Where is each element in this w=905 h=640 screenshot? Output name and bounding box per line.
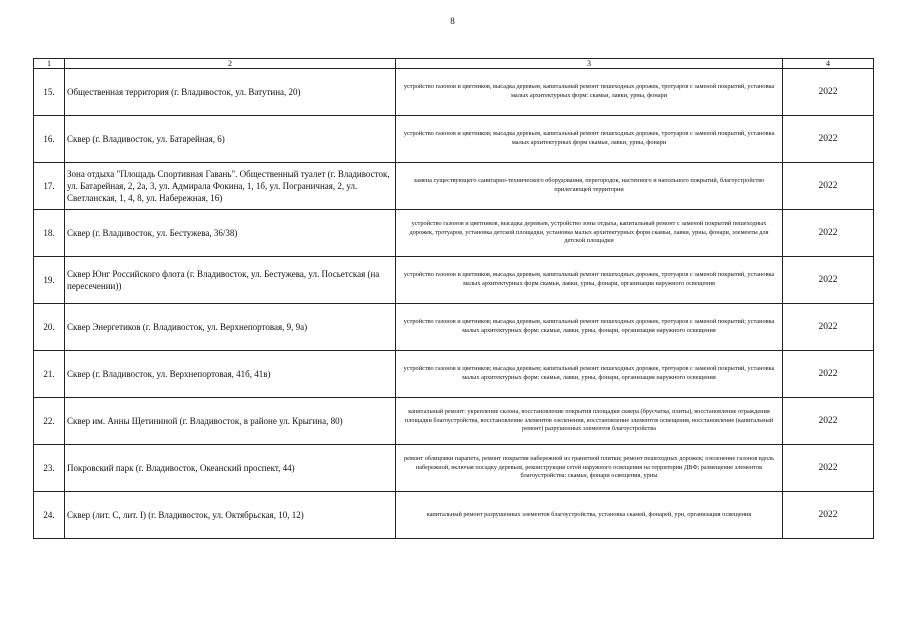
works-description: устройство газонов и цветников; высадка деревьев, капитальный ремонт пешеходных дорожек, тротуаров с заменой покрытий, установка малых архитектурных форм скамьи, лавки, урны, фонари [396,116,783,163]
works-description: капитальный ремонт разрушенных элементов благоустройства, установка скамей, фонарей, урн, организация освещения [396,492,783,539]
header-cell-4: 4 [783,59,874,69]
territory-name: Сквер (лит. С, лит. I) (г. Владивосток, ул. Октябрьская, 10, 12) [65,492,396,539]
page-number: 8 [450,16,455,26]
territory-name: Зона отдыха "Площадь Спортивная Гавань". Общественный туалет (г. Владивосток, ул. Батарейная, 2, 2а, 3, ул. Адмирала Фокина, 1, 1б, ул. Пограничная, 2, ул. Светланская, 1, 4, 8, ул. Набережная, 16) [65,163,396,210]
row-number: 20. [34,304,65,351]
table-header-row [34,59,874,69]
row-number: 22. [34,398,65,445]
works-description: замена существующего санитарно-технического оборудования, перегородок, настенного и напольного покрытий, благоустройство прилегающей территории [396,163,783,210]
year: 2022 [783,492,874,539]
row-number: 17. [34,163,65,210]
works-table [33,58,874,539]
territory-name: Сквер (г. Владивосток, ул. Бестужева, 36/38) [65,210,396,257]
table-row [34,116,874,163]
header-cell-3: 3 [396,59,783,69]
year: 2022 [783,351,874,398]
works-description: устройство газонов и цветников, высадка деревьев, капитальный ремонт пешеходных дорожек, тротуаров с заменой покрытий, установка малых архитектурных форм скамьи, лавки, урны, фонари, организация наружного освещения [396,257,783,304]
works-description: устройство газонов и цветников, высадка деревьев, устройство зоны отдыха, капитальный ремонт с заменой покрытий пешеходных дорожек, тротуаров, установка детской площадки, установка малых архитектурных форм скамьи, лавки, урны, фонари, элементы для детской площадки [396,210,783,257]
year: 2022 [783,257,874,304]
year: 2022 [783,304,874,351]
header-cell-2: 2 [65,59,396,69]
territory-name: Сквер им. Анны Щетининой (г. Владивосток, в районе ул. Крыгина, 80) [65,398,396,445]
territory-name: Сквер (г. Владивосток, ул. Верхнепортовая, 41б, 41в) [65,351,396,398]
row-number: 24. [34,492,65,539]
row-number: 16. [34,116,65,163]
territory-name: Сквер (г. Владивосток, ул. Батарейная, 6) [65,116,396,163]
row-number: 23. [34,445,65,492]
works-description: устройство газонов и цветников; высадка деревьев, капитальный ремонт пешеходных дорожек, тротуаров с заменой покрытий; установка малых архитектурных форм: скамьи, лавки, урны, фонари, организация наружного освещения [396,304,783,351]
table-row [34,304,874,351]
year: 2022 [783,445,874,492]
table-row [34,398,874,445]
row-number: 19. [34,257,65,304]
territory-name: Покровский парк (г. Владивосток, Океанский проспект, 44) [65,445,396,492]
year: 2022 [783,116,874,163]
year: 2022 [783,398,874,445]
year: 2022 [783,163,874,210]
table-row [34,492,874,539]
year: 2022 [783,210,874,257]
works-description: устройство газонов и цветников, высадка деревьев, капитальный ремонт пешеходных дорожек, тротуаров с заменой покрытий, установка малых архитектурных форм: скамьи, лавки, урны, фонари [396,69,783,116]
table-row [34,351,874,398]
territory-name: Общественная территория (г. Владивосток, ул. Ватутина, 20) [65,69,396,116]
table-row [34,69,874,116]
territory-name: Сквер Юнг Российского флота (г. Владивосток, ул. Бестужева, ул. Посьетская (на пересечении)) [65,257,396,304]
header-cell-1: 1 [34,59,65,69]
row-number: 15. [34,69,65,116]
table-row [34,257,874,304]
works-description: ремонт облицовки парапета, ремонт покрытия набережной из гранитной плитки; ремонт пешеходных дорожек; озеленение газонов вдоль набережной, включая посадку деревьев, реконструкция сетей наружного освещения на территории ДВФ; размещение элементов благоустройства: скамьи, фонари освещения, урны [396,445,783,492]
territory-name: Сквер Энергетиков (г. Владивосток, ул. Верхнепортовая, 9, 9а) [65,304,396,351]
row-number: 18. [34,210,65,257]
works-description: устройство газонов и цветников; высадка деревьев; капитальный ремонт пешеходных дорожек, тротуаров с заменой покрытий, установка малых архитектурных форм: скамьи, лавки, урны, фонари, организация наружного освещения [396,351,783,398]
year: 2022 [783,69,874,116]
works-description: капитальный ремонт: укрепление склона, восстановление покрытия площадки сквера (брусчатка, плиты), восстановление ограждения площадки благоустройства, восстановление элементов озеленения, восстановление элементов освещения, восстановление (капитальный ремонт) разрушенных элементов благоустройства [396,398,783,445]
table-row [34,210,874,257]
row-number: 21. [34,351,65,398]
table-row [34,163,874,210]
table-row [34,445,874,492]
